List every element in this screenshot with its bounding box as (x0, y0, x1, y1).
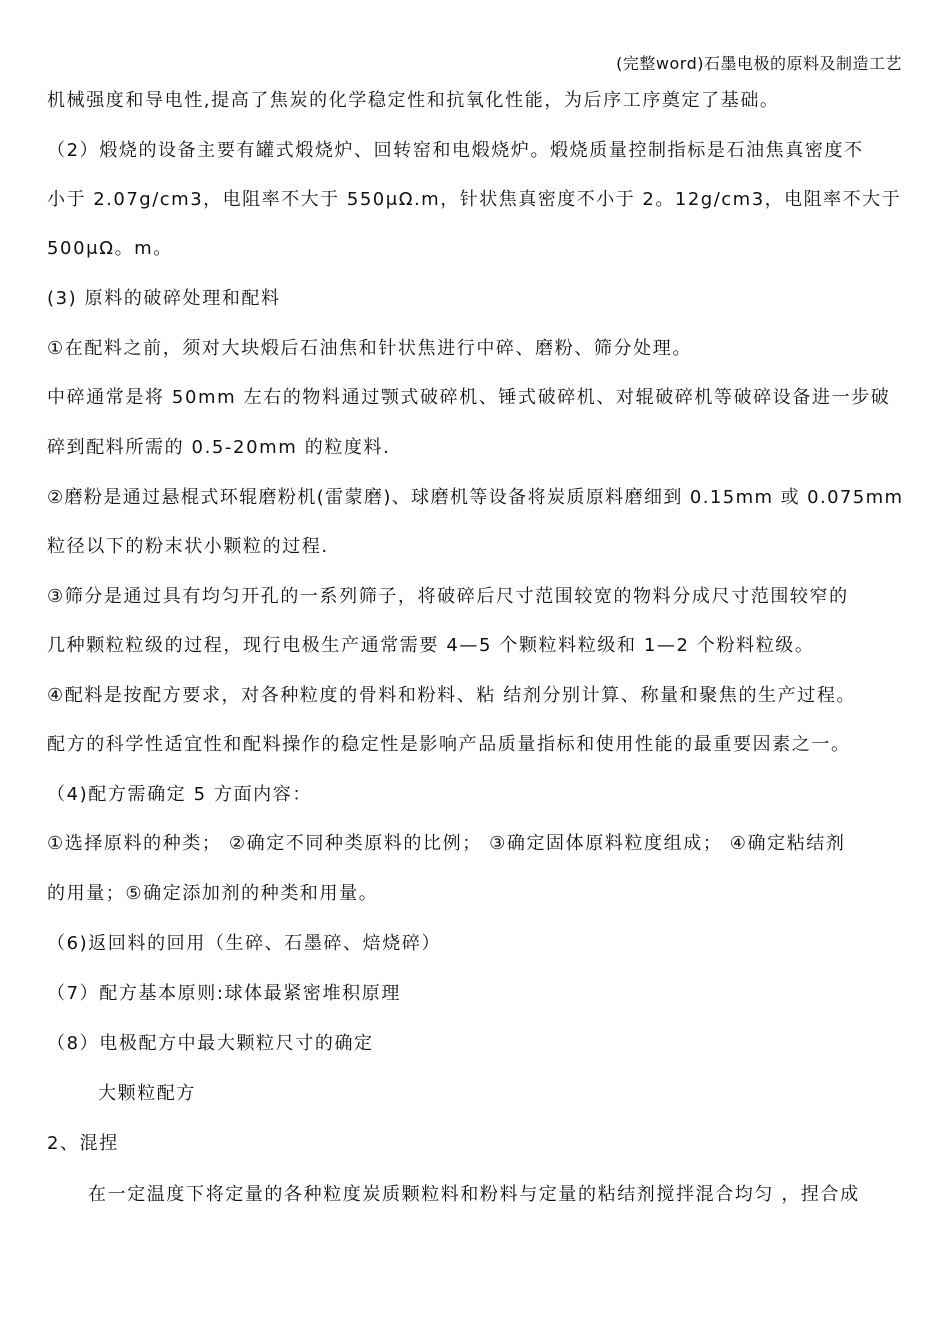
section-heading: （6)返回料的回用（生碎、石墨碎、焙烧碎） (47, 933, 442, 954)
text-line: 在一定温度下将定量的各种粒度炭质颗粒料和粉料与定量的粘结剂搅拌混合均匀 ，捏合成 (88, 1184, 860, 1205)
text-line: 小于 2.07g/cm3，电阻率不大于 550μΩ.m，针状焦真密度不小于 2。12g/cm3，电阻率不大于 (47, 189, 902, 210)
text-line: 碎到配料所需的 0.5-20mm 的粒度料. (47, 437, 391, 458)
text-line: 配方的科学性适宜性和配料操作的稳定性是影响产品质量指标和使用性能的最重要因素之一。 (47, 734, 851, 755)
text-line: 的用量；⑤确定添加剂的种类和用量。 (47, 883, 379, 904)
section-heading: （8）电极配方中最大颗粒尺寸的确定 (47, 1033, 374, 1054)
text-line: 中碎通常是将 50mm 左右的物料通过颚式破碎机、锤式破碎机、对辊破碎机等破碎设备进一步破 (47, 387, 891, 408)
text-line: ②磨粉是通过悬棍式环辊磨粉机(雷蒙磨)、球磨机等设备将炭质原料磨细到 0.15mm 或 0.075mm (47, 487, 904, 508)
text-line: ④配料是按配方要求，对各种粒度的骨料和粉料、粘 结剂分别计算、称量和聚焦的生产过程。 (47, 685, 857, 706)
section-heading: 2、混捏 (47, 1133, 119, 1154)
text-line: ①选择原料的种类； ②确定不同种类原料的比例； ③确定固体原料粒度组成； ④确定粘结剂 (47, 833, 846, 854)
section-heading: （4)配方需确定 5 方面内容： (47, 784, 312, 805)
text-line: 机械强度和导电性,提高了焦炭的化学稳定性和抗氧化性能，为后序工序奠定了基础。 (47, 90, 780, 111)
text-line: 500μΩ。m。 (47, 238, 173, 259)
document-header-title: (完整word)石墨电极的原料及制造工艺 (616, 54, 902, 73)
section-heading: （7）配方基本原则:球体最紧密堆积原理 (47, 983, 401, 1004)
text-line: （2）煅烧的设备主要有罐式煅烧炉、回转窑和电煅烧炉。煅烧质量控制指标是石油焦真密度不 (47, 140, 864, 161)
text-line: 几种颗粒粒级的过程，现行电极生产通常需要 4—5 个颗粒料粒级和 1—2 个粉料粒级。 (47, 635, 815, 656)
text-line: 粒径以下的粉末状小颗粒的过程. (47, 536, 329, 557)
text-line: ③筛分是通过具有均匀开孔的一系列筛子，将破碎后尺寸范围较宽的物料分成尺寸范围较窄的 (47, 586, 849, 607)
section-heading: (3) 原料的破碎处理和配料 (47, 288, 281, 309)
text-line: ①在配料之前，须对大块煅后石油焦和针状焦进行中碎、磨粉、筛分处理。 (47, 338, 692, 359)
text-line: 大颗粒配方 (98, 1083, 196, 1104)
